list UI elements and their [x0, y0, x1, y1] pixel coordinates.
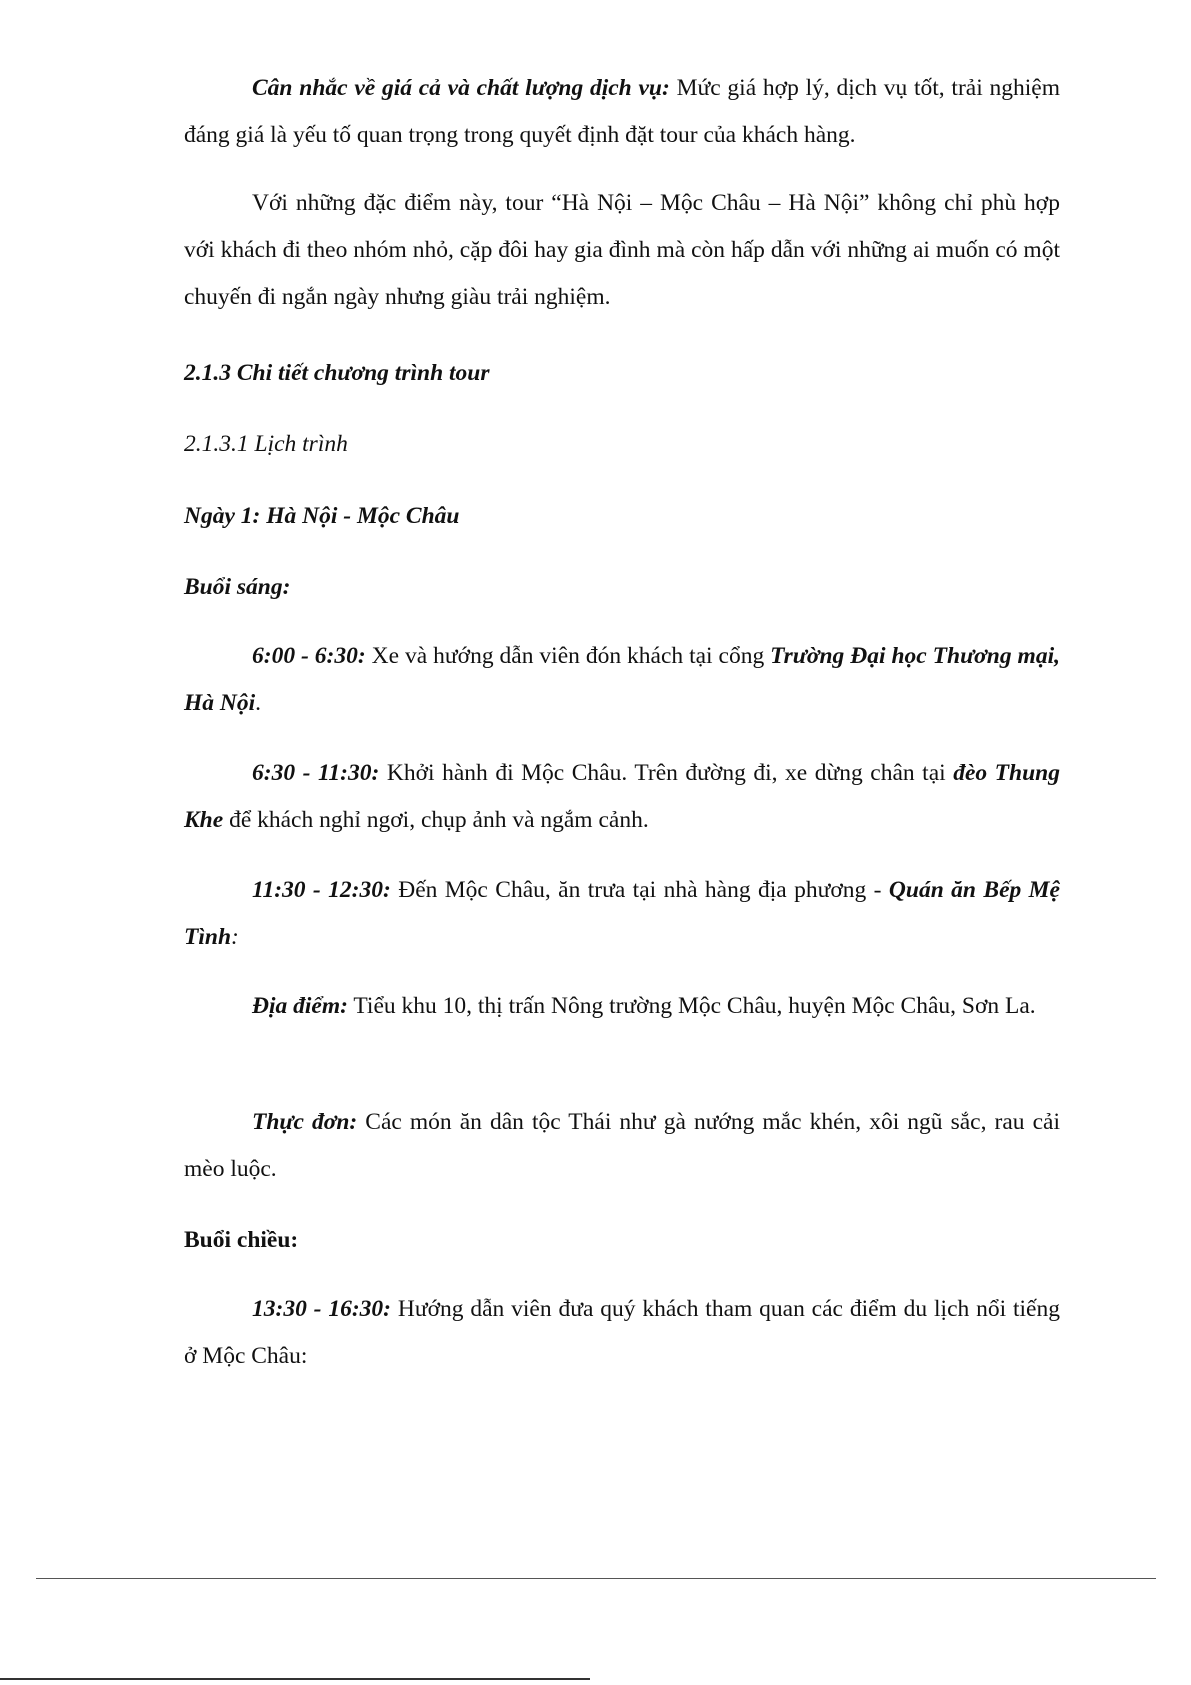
- schedule-item-sightseeing: [184, 1286, 1060, 1380]
- pickup-time: 6:00 - 6:30:: [252, 643, 366, 669]
- depart-text: Khởi hành đi Mộc Châu. Trên đường đi, xe dừng chân tại: [379, 760, 954, 786]
- location-label: Địa điểm:: [252, 993, 348, 1019]
- paragraph-price-quality: [184, 65, 1060, 159]
- lunch-end: :: [231, 924, 239, 950]
- depart-time: 6:30 - 11:30:: [252, 760, 380, 786]
- afternoon-heading: Buổi chiều:: [184, 1227, 299, 1253]
- menu-label: Thực đơn:: [252, 1109, 358, 1135]
- tour-suitability-text: Với những đặc điểm này, tour “Hà Nội – Mộc Châu – Hà Nội” không chỉ phù hợp với khách đi theo nhóm nhỏ, cặp đôi hay gia đình mà còn hấp dẫn với những ai muốn có một chuyến đi ngắn ngày nhưng giàu trải nghiệm.: [184, 190, 1060, 310]
- pickup-end: .: [255, 690, 262, 716]
- lunch-menu: [184, 1099, 1060, 1193]
- sightseeing-time: 13:30 - 16:30:: [252, 1296, 392, 1322]
- schedule-item-lunch: [184, 867, 1060, 961]
- lunch-time: 11:30 - 12:30:: [252, 877, 391, 903]
- morning-heading: Buổi sáng:: [184, 574, 291, 600]
- subsection-heading: 2.1.3.1 Lịch trình: [184, 431, 348, 457]
- location-text: Tiểu khu 10, thị trấn Nông trường Mộc Châu, huyện Mộc Châu, Sơn La.: [347, 993, 1036, 1019]
- lunch-place: Quán ăn Bếp Mệ Tình: [184, 877, 1060, 950]
- bottom-divider: [0, 1678, 590, 1680]
- schedule-item-pickup: [184, 633, 1060, 727]
- schedule-item-depart: [184, 750, 1060, 844]
- sightseeing-text: Hướng dẫn viên đưa quý khách tham quan các điểm du lịch nổi tiếng ở Mộc Châu:: [184, 1296, 1060, 1369]
- lunch-text: Đến Mộc Châu, ăn trưa tại nhà hàng địa phương -: [390, 877, 889, 903]
- lunch-location: [184, 983, 1060, 1030]
- price-quality-label: Cân nhắc về giá cả và chất lượng dịch vụ:: [252, 75, 670, 101]
- day1-heading: Ngày 1: Hà Nội - Mộc Châu: [184, 503, 460, 529]
- pickup-place: Trường Đại học Thương mại, Hà Nội: [184, 643, 1060, 716]
- menu-text: Các món ăn dân tộc Thái như gà nướng mắc khén, xôi ngũ sắc, rau cải mèo luộc.: [184, 1109, 1060, 1182]
- section-heading: 2.1.3 Chi tiết chương trình tour: [184, 360, 490, 386]
- pickup-text: Xe và hướng dẫn viên đón khách tại cổng: [365, 643, 771, 669]
- paragraph-tour-suitability: [184, 180, 1060, 321]
- price-quality-text: Mức giá hợp lý, dịch vụ tốt, trải nghiệm đáng giá là yếu tố quan trọng trong quyết định đặt tour của khách hàng.: [184, 75, 1060, 148]
- depart-place: đèo Thung Khe: [184, 760, 1060, 833]
- depart-end: để khách nghỉ ngơi, chụp ảnh và ngắm cảnh.: [223, 807, 649, 833]
- footer-divider: [36, 1578, 1156, 1579]
